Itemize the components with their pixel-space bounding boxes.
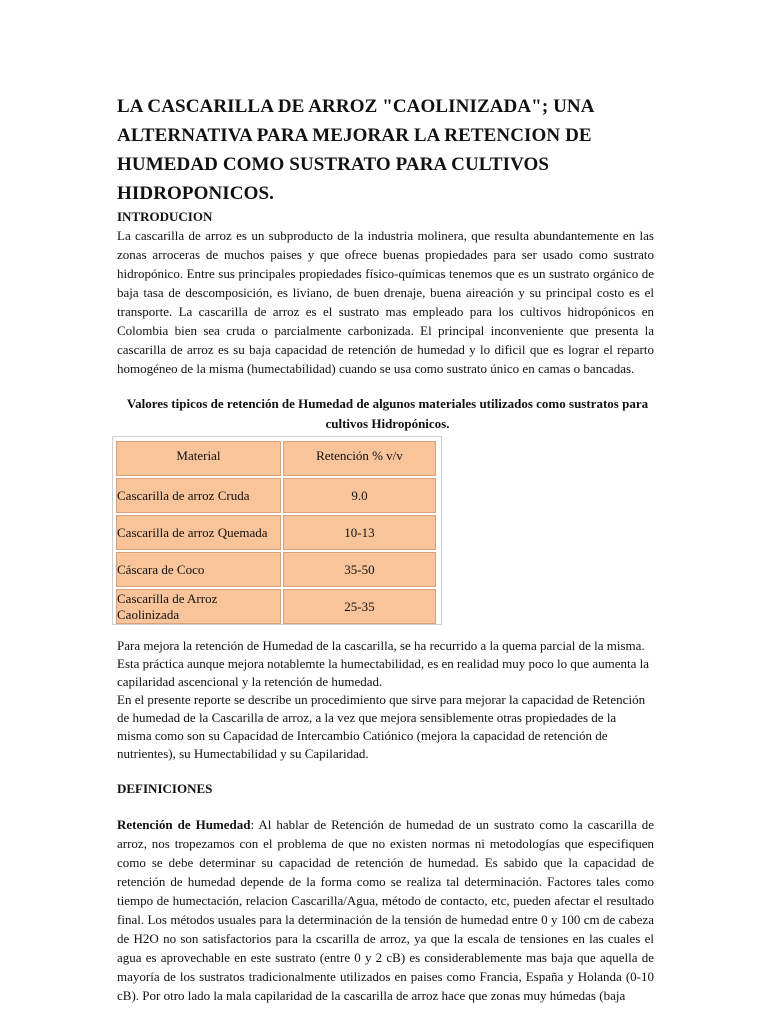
table-cell-retention: 10-13 [283, 515, 436, 550]
table-cell-retention: 9.0 [283, 478, 436, 513]
table-cell-material: Cáscara de Coco [116, 552, 281, 587]
table-row [116, 588, 438, 625]
retention-text: : Al hablar de Retención de humedad de un sustrato como la cascarilla de arroz, nos tropezamos con el problema de que no existen normas ni metodologías que especifiquen como se debe determinar su capacidad de retención de humedad. Es sabido que la capacidad de retención de humedad depende de la forma como se realiza tal determinación. Factores tales como tiempo de humectación, relacion Cascarilla/Agua, método de contacto, etc, pueden afectar el resultado final. Los métodos usuales para la determinación de la tensión de humedad entre 0 y 100 cm de cabeza de H2O no son satisfactorios para la cscarilla de arroz, ya que la escala de tensiones en las cuales el agua es aprovechable en este sustrato (entre 0 y 2 cB) es considerablemente mas baja que aquella de mayoría de los sustratos tradicionalmente utilizados en paises como Francia, España y Holanda (0-10 cB). Por otro lado la mala capilaridad de la cascarilla de arroz hace que zonas muy húmedas (baja [117, 817, 655, 1003]
retention-paragraph [117, 815, 654, 1005]
table-cell-material: Cascarilla de arroz Cruda [116, 478, 281, 513]
report-paragraph: En el presente reporte se describe un procedimiento que sirve para mejorar la capacidad de Retención de humedad de la Cascarilla de arroz, a la vez que mejora sensiblemente otras propiedades de la misma como son su Capacidad de Intercambio Catiónico (mejora la capacidad de retención de nutrientes), su Humectabilidad y su Capilaridad. [117, 692, 646, 761]
table-row [116, 551, 438, 588]
definitions-heading: DEFINICIONES [117, 781, 213, 796]
table-header-material: Material [116, 441, 281, 476]
intro-heading: INTRODUCION [117, 209, 213, 224]
document-page [117, 92, 654, 1005]
table-cell-retention: 35-50 [283, 552, 436, 587]
document-title: LA CASCARILLA DE ARROZ "CAOLINIZADA"; UNA ALTERNATIVA PARA MEJORAR LA RETENCION DE HUMEDAD COMO SUSTRATO PARA CULTIVOS HIDROPONICOS. [117, 96, 594, 204]
table-row [116, 514, 438, 551]
table-cell-retention: 25-35 [283, 589, 436, 624]
table-cell-material: Cascarilla de arroz Quemada [116, 515, 281, 550]
table-cell-material: Cascarilla de Arroz Caolinizada [116, 589, 281, 624]
table-header-row [116, 440, 438, 477]
table-caption: Valores tipicos de retención de Humedad de algunos materiales utilizados como sustratos para cultivos Hidropónicos. [126, 396, 649, 431]
table-header-retention: Retención % v/v [283, 441, 436, 476]
after-table-section [117, 637, 654, 763]
intro-paragraph: La cascarilla de arroz es un subproducto de la industria molinera, que resulta abundantemente en las zonas arroceras de muchos paises y que ofrece buenas propiedades para ser usado como sustrato hidropónico. Entre sus principales propiedades físico-químicas tenemos que es un sustrato orgánico de baja tasa de descomposición, es liviano, de buen drenaje, buena aireación y su principal costo es el transporte. La cascarilla de arroz es el sustrato mas empleado para los cultivos hidropónicos en Colombia bien sea cruda o parcialmente carbonizada. El principal inconveniente que presenta la cascarilla de arroz es su baja capacidad de retención de humedad y lo dificil que es lograr el reparto homogéneo de la misma (humectabilidad) cuando se usa como sustrato único en camas o bancadas. [117, 228, 654, 376]
quema-paragraph: Para mejora la retención de Humedad de la cascarilla, se ha recurrido a la quema parcial de la misma. Esta práctica aunque mejora notablemte la humectabilidad, es en realidad muy poco lo que aumenta la capilaridad ascencional y la retención de humedad. [117, 638, 650, 689]
table-row [116, 477, 438, 514]
retention-term: Retención de Humedad [117, 817, 251, 832]
retention-table [112, 436, 442, 625]
